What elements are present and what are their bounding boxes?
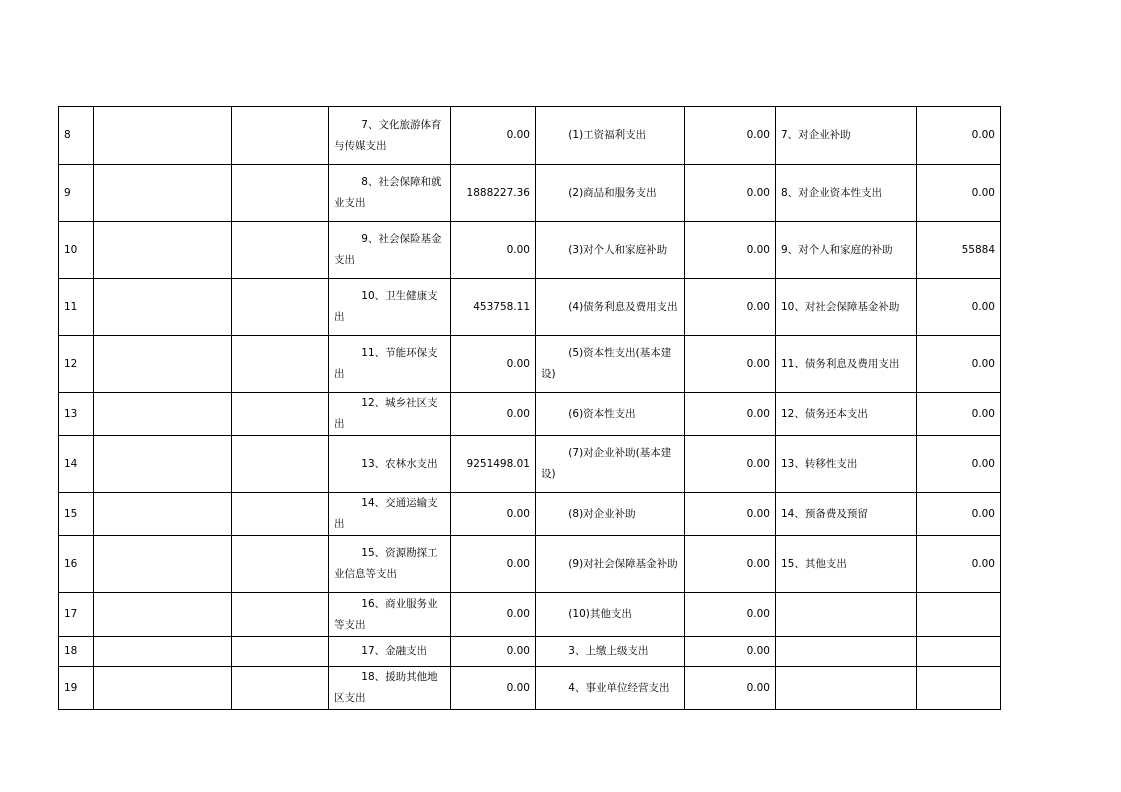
economic-expense-amount: 0.00	[685, 637, 776, 667]
table-row	[59, 593, 1001, 637]
cell-col3	[232, 536, 329, 593]
economic-expense-item: (8)对企业补助	[536, 493, 685, 536]
economic-expense-amount: 0.00	[685, 493, 776, 536]
row-number: 8	[59, 107, 94, 165]
gov-expense-amount: 0.00	[917, 493, 1001, 536]
function-expense-amount: 0.00	[451, 593, 536, 637]
function-expense-amount: 0.00	[451, 336, 536, 393]
cell-col3	[232, 637, 329, 667]
row-number: 11	[59, 279, 94, 336]
economic-expense-amount: 0.00	[685, 107, 776, 165]
economic-expense-item: (6)资本性支出	[536, 393, 685, 436]
row-number: 10	[59, 222, 94, 279]
row-number: 13	[59, 393, 94, 436]
cell-col3	[232, 436, 329, 493]
table-row	[59, 667, 1001, 710]
gov-expense-amount: 0.00	[917, 165, 1001, 222]
gov-expense-item: 10、对社会保障基金补助	[776, 279, 917, 336]
economic-expense-amount: 0.00	[685, 279, 776, 336]
gov-expense-amount: 0.00	[917, 393, 1001, 436]
cell-col3	[232, 279, 329, 336]
gov-expense-item	[776, 593, 917, 637]
function-expense-item: 18、援助其他地区支出	[329, 667, 451, 710]
gov-expense-item	[776, 637, 917, 667]
cell-col3	[232, 107, 329, 165]
economic-expense-item: (5)资本性支出(基本建设)	[536, 336, 685, 393]
row-number: 17	[59, 593, 94, 637]
economic-expense-amount: 0.00	[685, 667, 776, 710]
economic-expense-item: (1)工资福利支出	[536, 107, 685, 165]
economic-expense-item: (3)对个人和家庭补助	[536, 222, 685, 279]
cell-col3	[232, 667, 329, 710]
row-number: 19	[59, 667, 94, 710]
function-expense-amount: 0.00	[451, 393, 536, 436]
cell-col2	[94, 393, 232, 436]
table-row	[59, 107, 1001, 165]
cell-col2	[94, 165, 232, 222]
gov-expense-item: 12、债务还本支出	[776, 393, 917, 436]
function-expense-item: 15、资源勘探工业信息等支出	[329, 536, 451, 593]
economic-expense-amount: 0.00	[685, 393, 776, 436]
table-row	[59, 336, 1001, 393]
economic-expense-amount: 0.00	[685, 222, 776, 279]
cell-col2	[94, 593, 232, 637]
economic-expense-item: 4、事业单位经营支出	[536, 667, 685, 710]
gov-expense-amount: 0.00	[917, 436, 1001, 493]
cell-col3	[232, 165, 329, 222]
gov-expense-item: 13、转移性支出	[776, 436, 917, 493]
row-number: 12	[59, 336, 94, 393]
table-row	[59, 493, 1001, 536]
gov-expense-amount	[917, 637, 1001, 667]
table-body	[59, 107, 1001, 710]
function-expense-amount: 0.00	[451, 107, 536, 165]
economic-expense-item: 3、上缴上级支出	[536, 637, 685, 667]
gov-expense-amount: 55884	[917, 222, 1001, 279]
function-expense-item: 13、农林水支出	[329, 436, 451, 493]
function-expense-amount: 1888227.36	[451, 165, 536, 222]
cell-col2	[94, 336, 232, 393]
function-expense-item: 7、文化旅游体育与传媒支出	[329, 107, 451, 165]
table-row	[59, 279, 1001, 336]
gov-expense-item: 7、对企业补助	[776, 107, 917, 165]
cell-col3	[232, 336, 329, 393]
economic-expense-amount: 0.00	[685, 536, 776, 593]
function-expense-amount: 0.00	[451, 222, 536, 279]
function-expense-amount: 9251498.01	[451, 436, 536, 493]
function-expense-item: 16、商业服务业等支出	[329, 593, 451, 637]
function-expense-amount: 0.00	[451, 667, 536, 710]
function-expense-amount: 0.00	[451, 536, 536, 593]
gov-expense-item: 15、其他支出	[776, 536, 917, 593]
gov-expense-item: 14、预备费及预留	[776, 493, 917, 536]
table-row	[59, 393, 1001, 436]
gov-expense-amount: 0.00	[917, 336, 1001, 393]
table-row	[59, 222, 1001, 279]
gov-expense-item	[776, 667, 917, 710]
economic-expense-amount: 0.00	[685, 436, 776, 493]
gov-expense-amount: 0.00	[917, 536, 1001, 593]
cell-col2	[94, 667, 232, 710]
function-expense-item: 17、金融支出	[329, 637, 451, 667]
function-expense-amount: 0.00	[451, 493, 536, 536]
function-expense-item: 14、交通运输支出	[329, 493, 451, 536]
table-row	[59, 165, 1001, 222]
cell-col2	[94, 493, 232, 536]
row-number: 15	[59, 493, 94, 536]
cell-col3	[232, 222, 329, 279]
gov-expense-item: 11、债务利息及费用支出	[776, 336, 917, 393]
cell-col2	[94, 107, 232, 165]
gov-expense-amount: 0.00	[917, 107, 1001, 165]
economic-expense-item: (10)其他支出	[536, 593, 685, 637]
function-expense-item: 8、社会保障和就业支出	[329, 165, 451, 222]
budget-table	[58, 106, 1001, 710]
cell-col2	[94, 637, 232, 667]
table-row	[59, 436, 1001, 493]
gov-expense-amount: 0.00	[917, 279, 1001, 336]
economic-expense-item: (2)商品和服务支出	[536, 165, 685, 222]
gov-expense-item: 9、对个人和家庭的补助	[776, 222, 917, 279]
cell-col3	[232, 393, 329, 436]
function-expense-item: 10、卫生健康支出	[329, 279, 451, 336]
gov-expense-amount	[917, 593, 1001, 637]
gov-expense-amount	[917, 667, 1001, 710]
table-row	[59, 536, 1001, 593]
economic-expense-amount: 0.00	[685, 165, 776, 222]
row-number: 16	[59, 536, 94, 593]
function-expense-amount: 0.00	[451, 637, 536, 667]
economic-expense-item: (9)对社会保障基金补助	[536, 536, 685, 593]
function-expense-item: 11、节能环保支出	[329, 336, 451, 393]
row-number: 14	[59, 436, 94, 493]
function-expense-item: 9、社会保险基金支出	[329, 222, 451, 279]
cell-col2	[94, 436, 232, 493]
row-number: 18	[59, 637, 94, 667]
economic-expense-item: (7)对企业补助(基本建设)	[536, 436, 685, 493]
cell-col3	[232, 493, 329, 536]
function-expense-amount: 453758.11	[451, 279, 536, 336]
cell-col2	[94, 536, 232, 593]
cell-col2	[94, 279, 232, 336]
gov-expense-item: 8、对企业资本性支出	[776, 165, 917, 222]
economic-expense-item: (4)债务利息及费用支出	[536, 279, 685, 336]
economic-expense-amount: 0.00	[685, 336, 776, 393]
table-row	[59, 637, 1001, 667]
row-number: 9	[59, 165, 94, 222]
cell-col2	[94, 222, 232, 279]
economic-expense-amount: 0.00	[685, 593, 776, 637]
function-expense-item: 12、城乡社区支出	[329, 393, 451, 436]
cell-col3	[232, 593, 329, 637]
